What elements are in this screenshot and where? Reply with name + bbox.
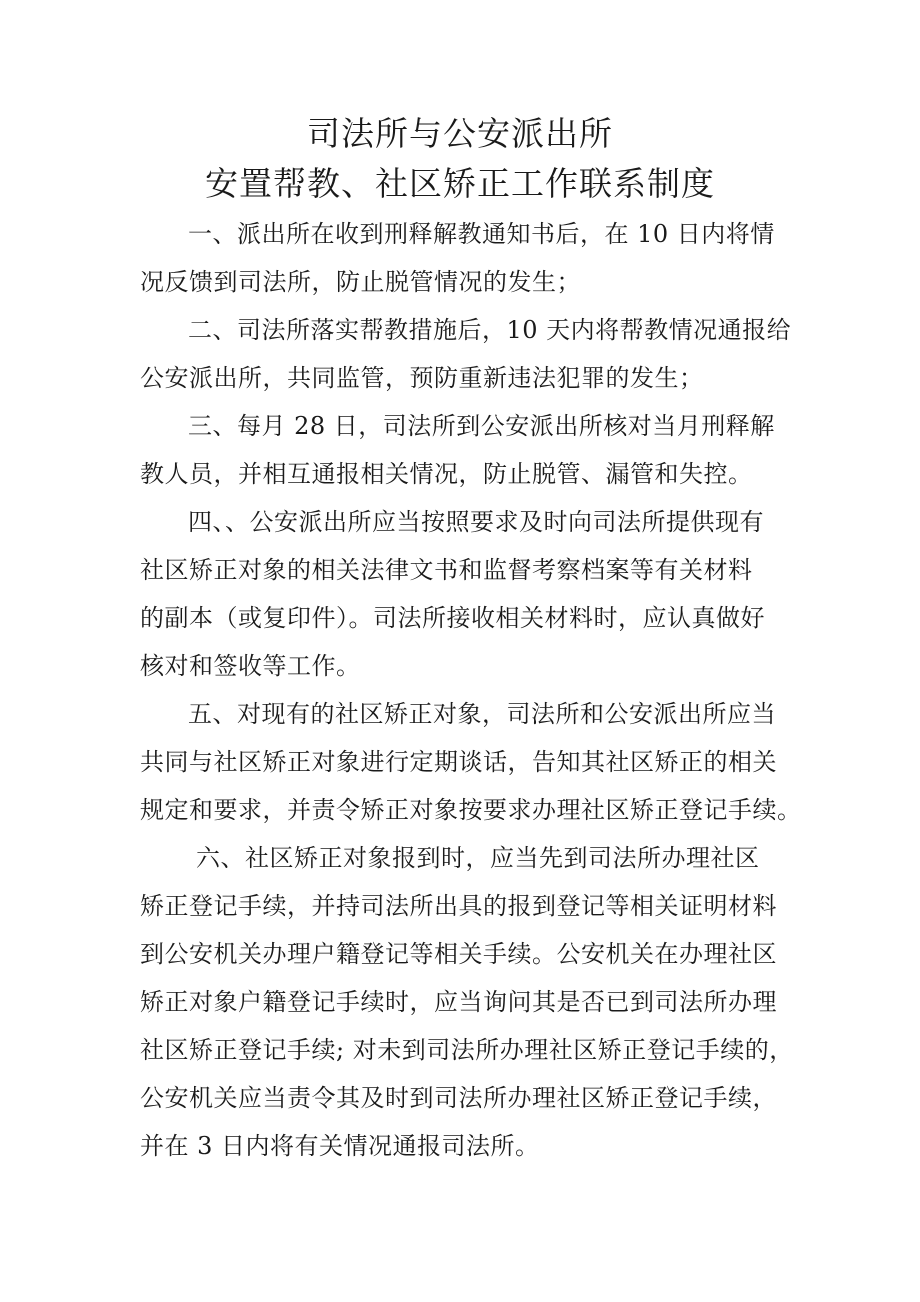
paragraph-5-line-3: 规定和要求，并责令矫正对象按要求办理社区矫正登记手续。 [140,796,802,824]
paragraph-4-line-3: 的副本（或复印件）。司法所接收相关材料时，应认真做好 [140,604,765,632]
paragraph-1-line-1: 一、派出所在收到刑释解教通知书后，在 10 日内将情 [188,220,775,248]
paragraph-6-line-7: 并在 3 日内将有关情况通报司法所。 [140,1132,540,1160]
paragraph-4-line-1: 四、、公安派出所应当按照要求及时向司法所提供现有 [188,508,764,536]
paragraph-6-line-1: 六、社区矫正对象报到时，应当先到司法所办理社区 [196,844,760,872]
paragraph-1-line-2: 况反馈到司法所，防止脱管情况的发生； [140,268,581,296]
paragraph-5-line-1: 五、对现有的社区矫正对象，司法所和公安派出所应当 [188,700,776,728]
paragraph-3-line-2: 教人员，并相互通报相关情况，防止脱管、漏管和失控。 [140,460,753,488]
paragraph-6-line-6: 公安机关应当责令其及时到司法所办理社区矫正登记手续， [140,1084,777,1112]
paragraph-2-line-1: 二、司法所落实帮教措施后，10 天内将帮教情况通报给 [188,316,792,344]
paragraph-6-line-3: 到公安机关办理户籍登记等相关手续。公安机关在办理社区 [140,940,777,968]
document-title-line-1: 司法所与公安派出所 [307,114,613,153]
paragraph-4-line-2: 社区矫正对象的相关法律文书和监督考察档案等有关材料 [140,556,753,584]
paragraph-3-line-1: 三、每月 28 日，司法所到公安派出所核对当月刑释解 [188,412,775,440]
paragraph-6-line-2: 矫正登记手续，并持司法所出具的报到登记等相关证明材料 [140,892,777,920]
paragraph-6-line-4: 矫正对象户籍登记手续时，应当询问其是否已到司法所办理 [140,988,777,1016]
document-title-line-2: 安置帮教、社区矫正工作联系制度 [205,164,715,203]
paragraph-4-line-4: 核对和签收等工作。 [140,652,361,680]
paragraph-5-line-2: 共同与社区矫正对象进行定期谈话，告知其社区矫正的相关 [140,748,777,776]
paragraph-6-line-5: 社区矫正登记手续; 对未到司法所办理社区矫正登记手续的， [140,1036,794,1064]
paragraph-2-line-2: 公安派出所，共同监管，预防重新违法犯罪的发生； [140,364,704,392]
